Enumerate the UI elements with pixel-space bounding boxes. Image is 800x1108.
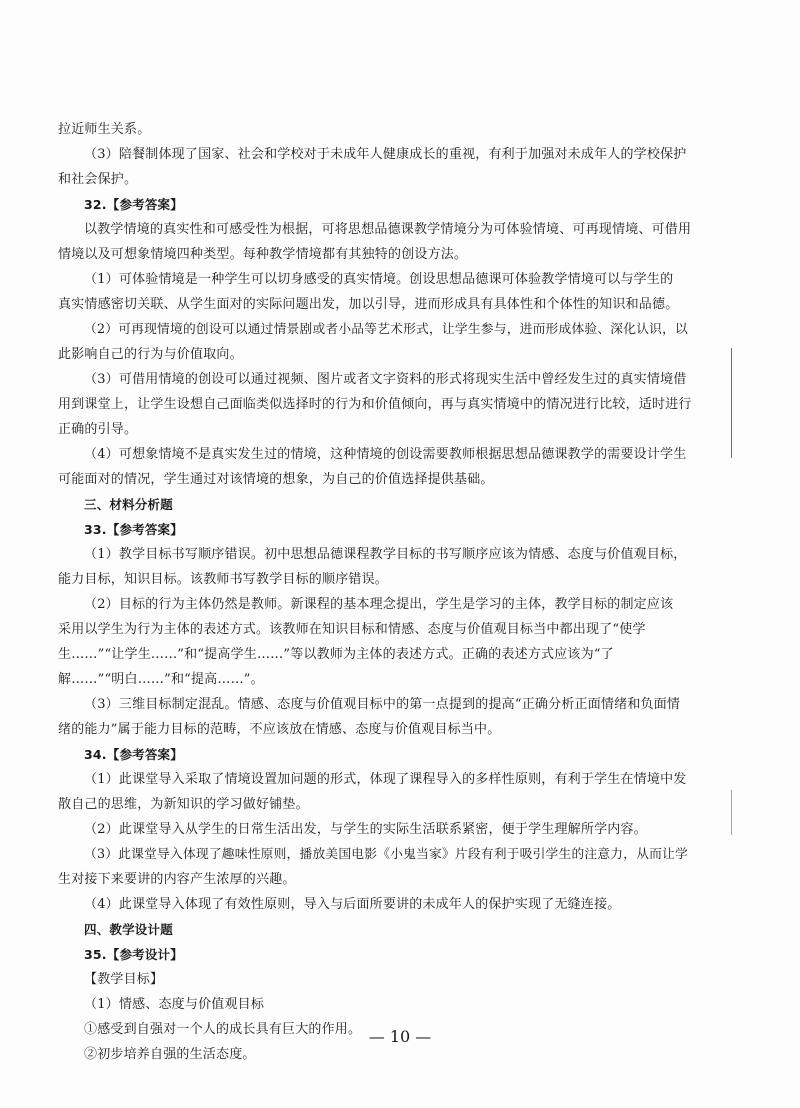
paragraph-line: （4）此课堂导入体现了有效性原则，导入与后面所要讲的未成年人的保护实现了无缝连接。	[84, 897, 621, 912]
page-body	[58, 117, 698, 1067]
paragraph-line: （2）目标的行为主体仍然是教师。新课程的基本理念提出，学生是学习的主体，教学目标的制定应该	[84, 597, 674, 612]
paragraph-line: （4）可想象情境不是真实发生过的情境，这种情境的创设需要教师根据思想品德课教学的需要设计学生	[84, 447, 687, 462]
paragraph-line: 生……”“让学生……”和“提高学生……”等以教师为主体的表述方式。正确的表述方式应该为“了	[58, 647, 614, 662]
answer-heading-35: 35.【参考设计】	[84, 947, 183, 962]
paragraph-line: 和社会保护。	[58, 172, 138, 187]
paragraph-line: 生对接下来要讲的内容产生浓厚的兴趣。	[58, 872, 296, 887]
paragraph-line: 正确的引导。	[58, 422, 138, 437]
section-heading-material-analysis: 三、材料分析题	[84, 497, 173, 512]
section-heading-teaching-design: 四、教学设计题	[84, 922, 173, 937]
scan-margin-line	[731, 348, 732, 458]
paragraph-line: 散自己的思维，为新知识的学习做好铺垫。	[58, 797, 309, 812]
paragraph-line: （1）此课堂导入采取了情境设置加问题的形式，体现了课程导入的多样性原则，有利于学生在情境中发	[84, 772, 687, 787]
paragraph-line: 采用以学生为行为主体的表述方式。该教师在知识目标和情感、态度与价值观目标当中都出现了“使学	[58, 622, 646, 637]
subheading-teaching-goals: 【教学目标】	[84, 972, 164, 987]
list-item: ①感受到自强对一个人的成长具有巨大的作用。	[84, 1022, 362, 1037]
answer-heading-34: 34.【参考答案】	[84, 747, 183, 762]
paragraph-line: 拉近师生关系。	[58, 122, 151, 137]
paragraph-line: （2）可再现情境的创设可以通过情景剧或者小品等艺术形式，让学生参与，进而形成体验、深化认识，以	[84, 322, 689, 337]
paragraph-line: 此影响自己的行为与价值取向。	[58, 347, 243, 362]
paragraph-line: （2）此课堂导入从学生的日常生活出发，与学生的实际生活联系紧密，便于学生理解所学内容。	[84, 822, 647, 837]
page-number: — 10 —	[368, 1027, 432, 1046]
scan-margin-line	[731, 790, 732, 835]
paragraph-line: 能力目标，知识目标。该教师书写教学目标的顺序错误。	[58, 572, 389, 587]
paragraph-line: （1）情感、态度与价值观目标	[84, 997, 265, 1012]
paragraph-line: 情境以及可想象情境四种类型。每种教学情境都有其独特的创设方法。	[58, 247, 468, 262]
paragraph-line: 解……”“明白……”和“提高……”。	[58, 672, 264, 687]
paragraph-line: 可能面对的情况，学生通过对该情境的想象，为自己的价值选择提供基础。	[58, 472, 494, 487]
answer-heading-32: 32.【参考答案】	[84, 197, 183, 212]
list-item: ②初步培养自强的生活态度。	[84, 1047, 256, 1062]
paragraph-line: 真实情感密切关联、从学生面对的实际问题出发，加以引导，进而形成具有具体性和个体性的知识和品德。	[58, 297, 679, 312]
answer-heading-33: 33.【参考答案】	[84, 522, 183, 537]
paragraph-line: （1）教学目标书写顺序错误。初中思想品德课程教学目标的书写顺序应该为情感、态度与价值观目标，	[84, 547, 687, 562]
paragraph-line: 以教学情境的真实性和可感受性为根据，可将思想品德课教学情境分为可体验情境、可再现情境、可借用	[84, 222, 692, 237]
paragraph-line: （3）三维目标制定混乱。情感、态度与价值观目标中的第一点提到的提高“正确分析正面情绪和负面情	[84, 697, 681, 712]
paragraph-line: （1）可体验情境是一种学生可以切身感受的真实情境。创设思想品德课可体验教学情境可以与学生的	[84, 272, 674, 287]
paragraph-line: （3）陪餐制体现了国家、社会和学校对于未成年人健康成长的重视，有利于加强对未成年人的学校保护	[84, 147, 687, 162]
paragraph-line: （3）此课堂导入体现了趣味性原则，播放美国电影《小鬼当家》片段有利于吸引学生的注意力，从而让学	[84, 847, 689, 862]
paragraph-line: 用到课堂上，让学生设想自己面临类似选择时的行为和价值倾向，再与真实情境中的情况进行比较，适时进行	[58, 397, 692, 412]
paragraph-line: （3）可借用情境的创设可以通过视频、图片或者文字资料的形式将现实生活中曾经发生过的真实情境借	[84, 372, 687, 387]
paragraph-line: 绪的能力”属于能力目标的范畴，不应该放在情感、态度与价值观目标当中。	[58, 722, 501, 737]
